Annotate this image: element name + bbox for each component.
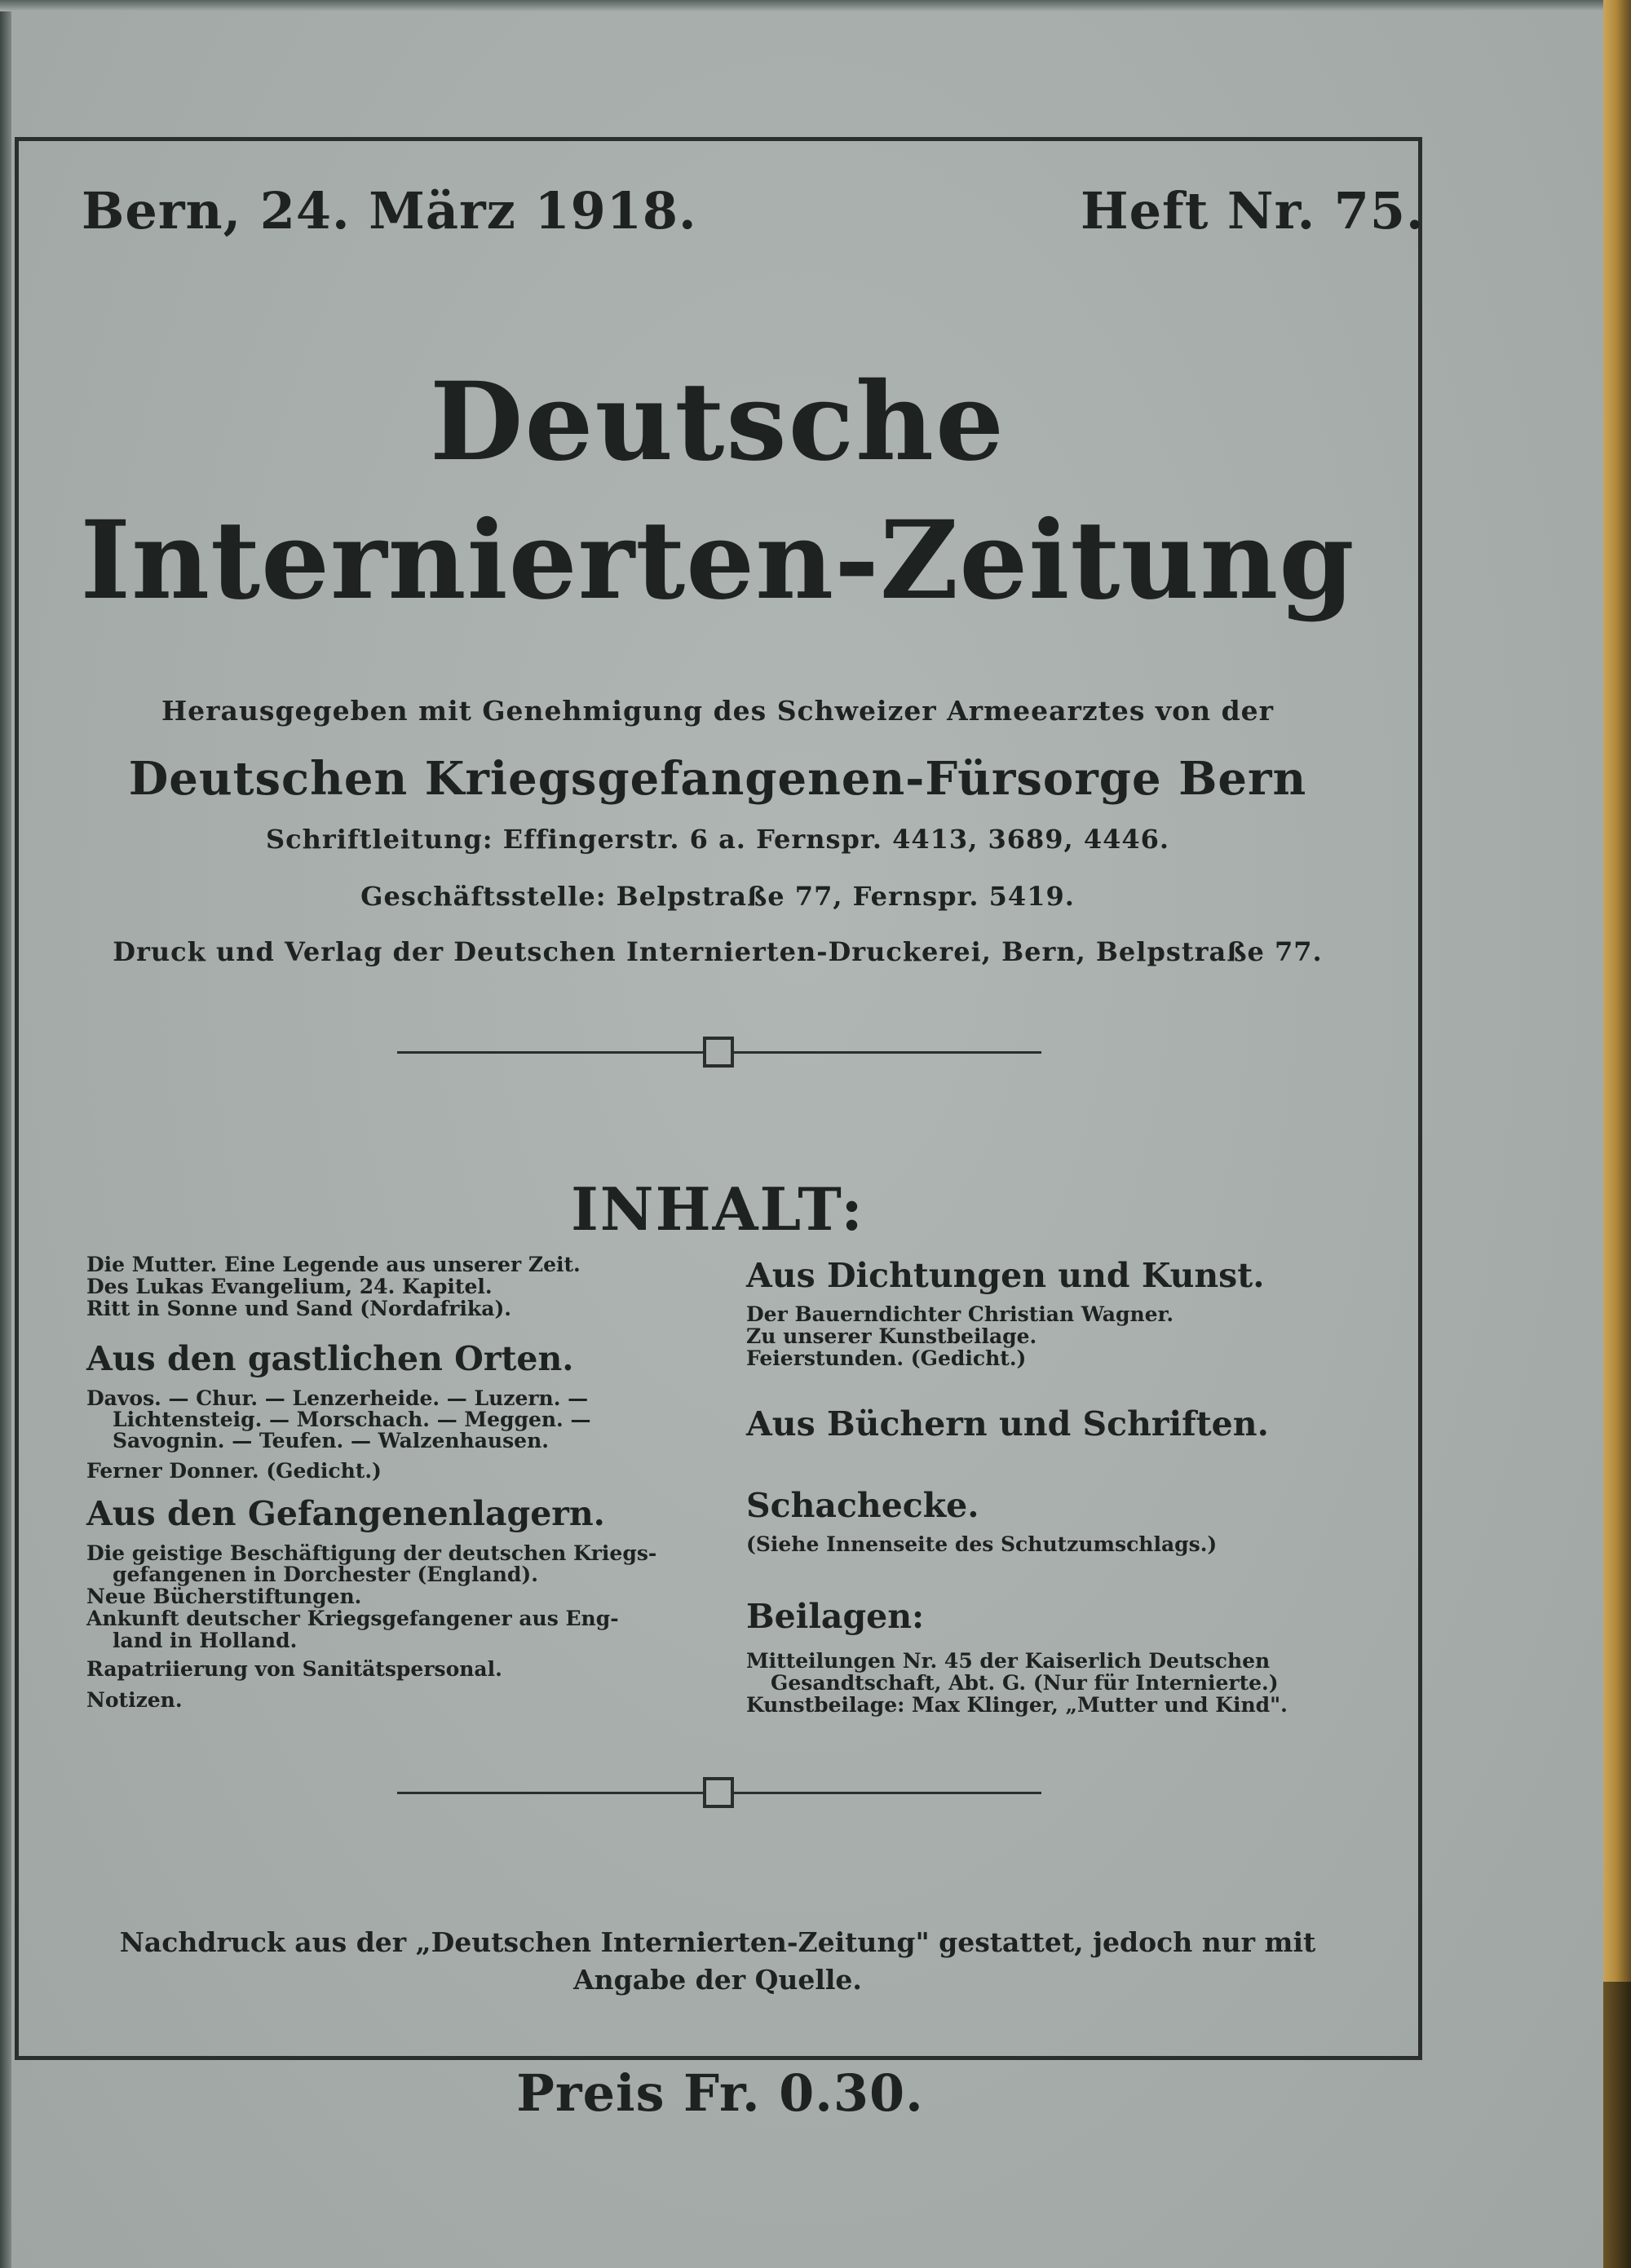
divider-square [703, 1037, 734, 1068]
contents-item: Rapatriierung von Sanitätspersonal. [86, 1657, 502, 1681]
contents-item: Ferner Donner. (Gedicht.) [86, 1459, 382, 1483]
contents-item: gefangenen in Dorchester (England). [113, 1563, 538, 1586]
section-title: Aus Büchern und Schriften. [746, 1404, 1269, 1443]
contents-item: Neue Bücherstiftungen. [86, 1585, 362, 1608]
issue-number: Heft Nr. 75. [1081, 181, 1425, 241]
contents-item: Ritt in Sonne und Sand (Nordafrika). [86, 1297, 511, 1320]
publisher-name: Deutschen Kriegsgefangenen-Fürsorge Bern [128, 752, 1307, 806]
contents-item: Die Mutter. Eine Legende aus unserer Zeit. [86, 1253, 581, 1276]
contents-item: Gesandtschaft, Abt. G. (Nur für Internierte.) [771, 1671, 1279, 1695]
contents-item: Der Bauerndichter Christian Wagner. [746, 1302, 1174, 1326]
ornament-divider-top [397, 1037, 1041, 1068]
contents-item: land in Holland. [113, 1629, 298, 1652]
price: Preis Fr. 0.30. [516, 2063, 924, 2123]
editorial-address: Schriftleitung: Effingerstr. 6 a. Fernspr. 4413, 3689, 4446. [265, 824, 1170, 855]
contents-item: Notizen. [86, 1688, 183, 1712]
contents-item: Savognin. — Teufen. — Walzenhausen. [113, 1429, 549, 1452]
contents-item: Kunstbeilage: Max Klinger, „Mutter und Kind". [746, 1693, 1288, 1717]
ornament-divider-bottom [397, 1777, 1041, 1808]
contents-item: (Siehe Innenseite des Schutzumschlags.) [746, 1532, 1218, 1556]
right-page-edge [1603, 0, 1631, 2268]
reprint-notice-line1: Nachdruck aus der „Deutschen Internierten-Zeitung" gestattet, jedoch nur mit [119, 1926, 1316, 1958]
masthead-title-line1: Deutsche [429, 359, 1006, 485]
contents-item: Die geistige Beschäftigung der deutschen Kriegs- [86, 1541, 657, 1565]
contents-item: Lichtensteig. — Morschach. — Meggen. — [113, 1408, 591, 1431]
contents-item: Feierstunden. (Gedicht.) [746, 1346, 1027, 1370]
issue-date: Bern, 24. März 1918. [82, 181, 697, 241]
publisher-line1: Herausgegeben mit Genehmigung des Schweizer Armeearztes von der [161, 695, 1275, 727]
printer-line: Druck und Verlag der Deutschen Internierten-Druckerei, Bern, Belpstraße 77. [113, 936, 1323, 967]
reprint-notice-line2: Angabe der Quelle. [573, 1964, 862, 1996]
lower-edge-shadow [1603, 1982, 1631, 2268]
contents-item: Mitteilungen Nr. 45 der Kaiserlich Deutschen [746, 1649, 1271, 1673]
section-title: Aus Dichtungen und Kunst. [746, 1256, 1265, 1295]
contents-item: Davos. — Chur. — Lenzerheide. — Luzern. — [86, 1386, 589, 1410]
top-page-edge [0, 0, 1603, 11]
contents-heading: INHALT: [571, 1174, 864, 1244]
office-address: Geschäftsstelle: Belpstraße 77, Fernspr. 5419. [360, 881, 1075, 912]
divider-square [703, 1777, 734, 1808]
section-title: Beilagen: [746, 1597, 925, 1636]
contents-item: Ankunft deutscher Kriegsgefangener aus Eng- [86, 1607, 619, 1630]
section-title: Aus den Gefangenenlagern. [86, 1494, 605, 1533]
contents-item: Zu unserer Kunstbeilage. [746, 1324, 1037, 1348]
contents-item: Des Lukas Evangelium, 24. Kapitel. [86, 1275, 493, 1298]
section-title: Aus den gastlichen Orten. [86, 1339, 574, 1378]
masthead-title-line2: Internierten-Zeitung [80, 497, 1355, 624]
section-title: Schachecke. [746, 1486, 979, 1525]
